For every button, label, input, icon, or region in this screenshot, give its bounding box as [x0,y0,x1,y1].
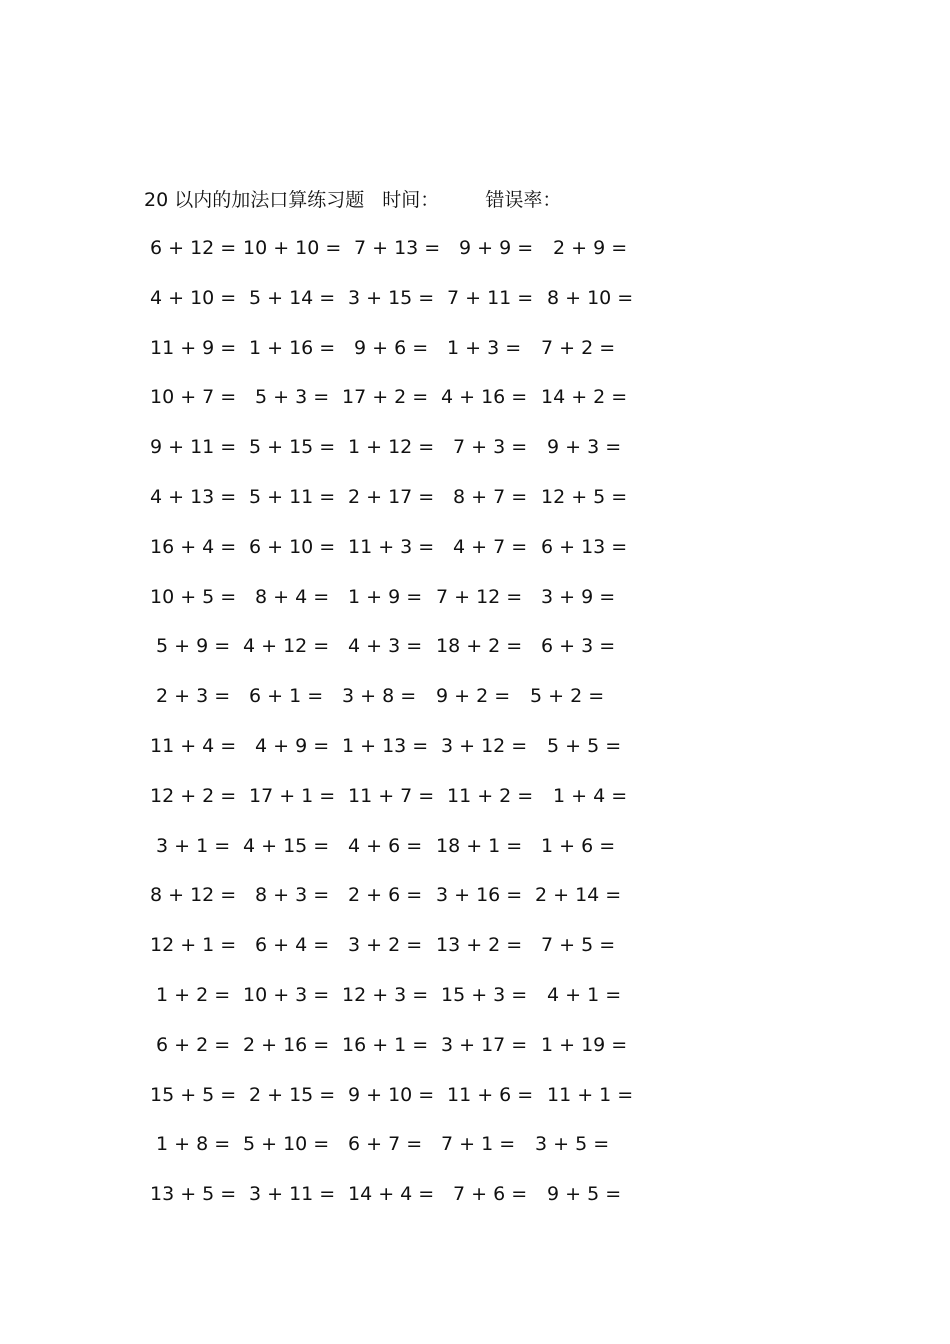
addition-problem: 3 + 5 = [535,1133,610,1156]
addition-problem: 10 + 3 = [243,983,330,1006]
addition-problem: 5 + 5 = [547,734,622,757]
addition-problem: 8 + 12 = [150,884,237,907]
addition-problem: 5 + 10 = [243,1133,330,1156]
addition-problem: 13 + 2 = [436,934,523,957]
error-rate-label: 错误率： [485,189,562,211]
addition-problem: 4 + 6 = [348,834,423,857]
problem-row [0,383,950,433]
addition-problem: 16 + 1 = [342,1033,429,1056]
problem-row [0,1031,950,1081]
problem-row [0,284,950,334]
addition-problem: 2 + 6 = [348,884,423,907]
addition-problem: 12 + 2 = [150,784,237,807]
problem-row [0,334,950,384]
addition-problem: 3 + 12 = [441,734,528,757]
addition-problem: 6 + 4 = [255,934,330,957]
addition-problem: 9 + 11 = [150,436,237,459]
addition-problem: 9 + 3 = [547,436,622,459]
addition-problem: 5 + 15 = [249,436,336,459]
addition-problem: 18 + 2 = [436,635,523,658]
addition-problem: 1 + 3 = [447,336,522,359]
addition-problem: 7 + 1 = [441,1133,516,1156]
problem-row [0,682,950,732]
addition-problem: 6 + 3 = [541,635,616,658]
addition-problem: 4 + 16 = [441,386,528,409]
addition-problem: 4 + 1 = [547,983,622,1006]
addition-problem: 10 + 5 = [150,585,237,608]
addition-problem: 17 + 1 = [249,784,336,807]
addition-problem: 6 + 13 = [541,535,628,558]
addition-problem: 11 + 6 = [447,1083,534,1106]
addition-problem: 15 + 5 = [150,1083,237,1106]
problem-row [0,533,950,583]
addition-problem: 3 + 2 = [348,934,423,957]
addition-problem: 2 + 17 = [348,485,435,508]
addition-problem: 6 + 7 = [348,1133,423,1156]
addition-problem: 14 + 2 = [541,386,628,409]
problem-row [0,234,950,284]
addition-problem: 16 + 4 = [150,535,237,558]
problem-row [0,782,950,832]
problem-row [0,931,950,981]
addition-problem: 6 + 10 = [249,535,336,558]
addition-problem: 4 + 13 = [150,485,237,508]
addition-problem: 2 + 15 = [249,1083,336,1106]
addition-problem: 6 + 2 = [156,1033,231,1056]
addition-problem: 1 + 4 = [553,784,628,807]
problem-row [0,732,950,782]
addition-problem: 7 + 2 = [541,336,616,359]
addition-problem: 8 + 4 = [255,585,330,608]
addition-problem: 11 + 3 = [348,535,435,558]
problem-row [0,981,950,1031]
problem-row [0,1180,950,1230]
problem-grid [0,234,950,1230]
addition-problem: 11 + 2 = [447,784,534,807]
addition-problem: 9 + 9 = [459,237,534,259]
addition-problem: 3 + 8 = [342,685,417,708]
addition-problem: 9 + 10 = [348,1083,435,1106]
addition-problem: 11 + 4 = [150,734,237,757]
addition-problem: 4 + 10 = [150,286,237,309]
addition-problem: 8 + 10 = [547,286,634,309]
addition-problem: 2 + 16 = [243,1033,330,1056]
addition-problem: 12 + 3 = [342,983,429,1006]
addition-problem: 10 + 7 = [150,386,237,409]
addition-problem: 7 + 12 = [436,585,523,608]
addition-problem: 11 + 1 = [547,1083,634,1106]
problem-row [0,1130,950,1180]
addition-problem: 1 + 6 = [541,834,616,857]
problem-row [0,433,950,483]
problem-row [0,1081,950,1131]
addition-problem: 2 + 9 = [553,237,628,259]
addition-problem: 9 + 2 = [436,685,511,708]
addition-problem: 10 + 10 = [243,237,342,259]
worksheet-title: 20 以内的加法口算练习题 [144,189,365,211]
addition-problem: 1 + 8 = [156,1133,231,1156]
addition-problem: 12 + 1 = [150,934,237,957]
addition-problem: 6 + 12 = [150,237,237,259]
addition-problem: 1 + 9 = [348,585,423,608]
addition-problem: 3 + 1 = [156,834,231,857]
addition-problem: 4 + 15 = [243,834,330,857]
problem-row [0,632,950,682]
addition-problem: 3 + 17 = [441,1033,528,1056]
problem-row [0,832,950,882]
addition-problem: 2 + 14 = [535,884,622,907]
addition-problem: 3 + 11 = [249,1183,336,1206]
addition-problem: 7 + 3 = [453,436,528,459]
addition-problem: 11 + 9 = [150,336,237,359]
addition-problem: 3 + 9 = [541,585,616,608]
addition-problem: 13 + 5 = [150,1183,237,1206]
addition-problem: 1 + 16 = [249,336,336,359]
addition-problem: 3 + 16 = [436,884,523,907]
addition-problem: 1 + 13 = [342,734,429,757]
addition-problem: 18 + 1 = [436,834,523,857]
addition-problem: 7 + 11 = [447,286,534,309]
time-label: 时间： [382,189,440,211]
addition-problem: 17 + 2 = [342,386,429,409]
addition-problem: 3 + 15 = [348,286,435,309]
addition-problem: 1 + 12 = [348,436,435,459]
addition-problem: 2 + 3 = [156,685,231,708]
addition-problem: 4 + 3 = [348,635,423,658]
addition-problem: 5 + 14 = [249,286,336,309]
addition-problem: 14 + 4 = [348,1183,435,1206]
addition-problem: 5 + 11 = [249,485,336,508]
addition-problem: 5 + 3 = [255,386,330,409]
addition-problem: 4 + 9 = [255,734,330,757]
addition-problem: 7 + 5 = [541,934,616,957]
addition-problem: 5 + 2 = [530,685,605,708]
problem-row [0,583,950,633]
addition-problem: 7 + 6 = [453,1183,528,1206]
problem-row [0,881,950,931]
addition-problem: 7 + 13 = [354,237,441,259]
addition-problem: 8 + 3 = [255,884,330,907]
addition-problem: 4 + 12 = [243,635,330,658]
addition-problem: 12 + 5 = [541,485,628,508]
addition-problem: 5 + 9 = [156,635,231,658]
addition-problem: 15 + 3 = [441,983,528,1006]
addition-problem: 9 + 5 = [547,1183,622,1206]
worksheet-header [144,186,561,214]
addition-problem: 8 + 7 = [453,485,528,508]
addition-problem: 6 + 1 = [249,685,324,708]
addition-problem: 11 + 7 = [348,784,435,807]
addition-problem: 9 + 6 = [354,336,429,359]
problem-row [0,483,950,533]
addition-problem: 1 + 2 = [156,983,231,1006]
addition-problem: 4 + 7 = [453,535,528,558]
addition-problem: 1 + 19 = [541,1033,628,1056]
